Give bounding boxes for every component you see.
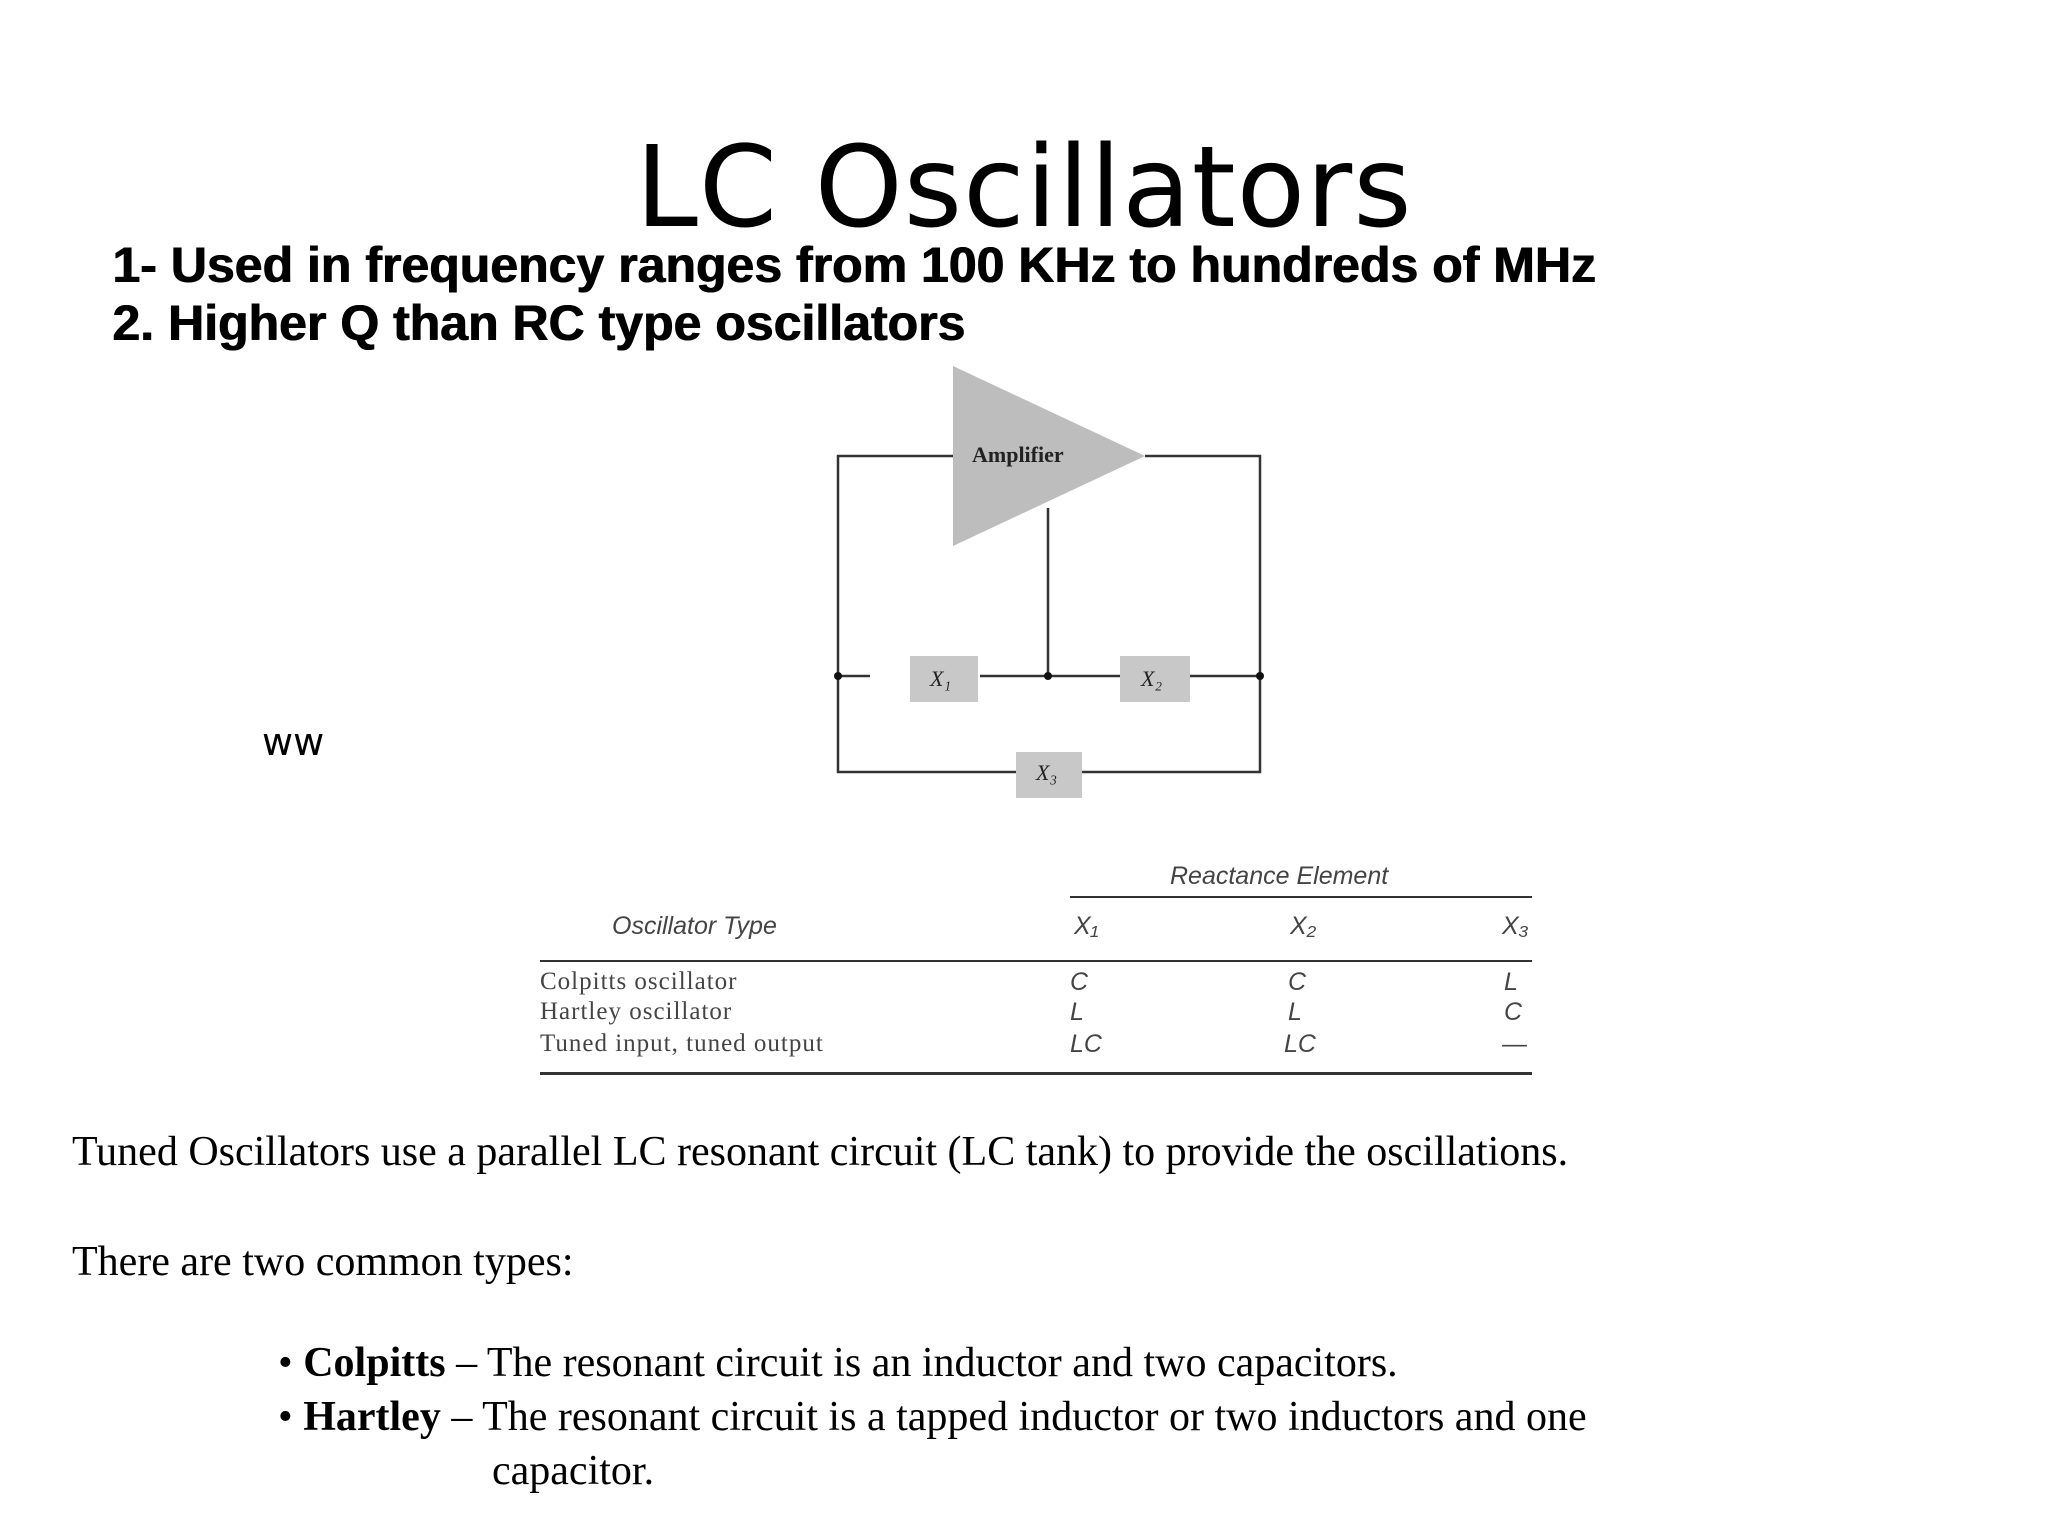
- oscillator-types-list: [278, 1336, 1587, 1498]
- tuned-oscillators-paragraph: Tuned Oscillators use a parallel LC resonant circuit (LC tank) to provide the oscillations.: [72, 1129, 1569, 1175]
- key-points: [112, 236, 1596, 352]
- junction-right-dot: [1256, 672, 1264, 680]
- row-tuned-type: Tuned input, tuned output: [540, 1030, 824, 1057]
- output-wire: [1145, 456, 1260, 676]
- key-point-higher-q: 2. Higher Q than RC type oscillators: [112, 295, 965, 351]
- header-rule: [540, 960, 1532, 962]
- colpitts-description: – The resonant circuit is an inductor and two capacitors.: [445, 1340, 1398, 1386]
- x2-element-label: X₂: [1141, 666, 1163, 691]
- common-types-paragraph: There are two common types:: [72, 1239, 574, 1285]
- row-tuned-x2: LC: [1284, 1030, 1316, 1058]
- colpitts-term: Colpitts: [303, 1340, 446, 1386]
- junction-left-dot: [834, 672, 842, 680]
- row-tuned-x1: LC: [1070, 1030, 1102, 1058]
- bullet-dot: •: [278, 1340, 293, 1386]
- list-item-hartley: [278, 1390, 1587, 1444]
- row-hartley-x3: C: [1504, 998, 1523, 1026]
- x1-element-label: X₁: [930, 666, 952, 691]
- x3-element-label: X₃: [1036, 760, 1058, 785]
- slide-title: LC Oscillators: [635, 123, 1413, 253]
- group-header-rule: [1070, 896, 1532, 898]
- column-header-x3: X₃: [1502, 912, 1529, 940]
- row-tuned-x3: —: [1502, 1030, 1527, 1058]
- hartley-term: Hartley: [303, 1394, 441, 1440]
- bottom-rule: [540, 1072, 1532, 1075]
- bullet-dot: •: [278, 1394, 293, 1440]
- row-hartley-x1: L: [1070, 998, 1084, 1026]
- row-hartley-type: Hartley oscillator: [540, 998, 733, 1025]
- column-header-x2: X₂: [1290, 912, 1317, 940]
- oscillator-type-header: Oscillator Type: [612, 912, 777, 940]
- key-point-frequency-range: 1- Used in frequency ranges from 100 KHz to hundreds of MHz: [112, 237, 1596, 293]
- hartley-description-continuation: capacitor.: [492, 1448, 655, 1494]
- reactance-group-header: Reactance Element: [1170, 862, 1389, 890]
- hartley-description: – The resonant circuit is a tapped inductor or two inductors and one: [440, 1394, 1587, 1440]
- list-item-colpitts: [278, 1336, 1587, 1390]
- row-colpitts-type: Colpitts oscillator: [540, 968, 738, 995]
- side-note: ww: [262, 720, 325, 764]
- reactance-table: [540, 858, 1540, 1078]
- row-colpitts-x3: L: [1504, 968, 1518, 996]
- row-hartley-x2: L: [1288, 998, 1302, 1026]
- amplifier-label: Amplifier: [972, 442, 1064, 467]
- row-colpitts-x1: C: [1070, 968, 1089, 996]
- oscillator-circuit-diagram: [820, 360, 1280, 810]
- row-colpitts-x2: C: [1288, 968, 1307, 996]
- junction-center-dot: [1044, 672, 1052, 680]
- input-wire: [838, 456, 953, 676]
- column-header-x1: X₁: [1074, 912, 1099, 940]
